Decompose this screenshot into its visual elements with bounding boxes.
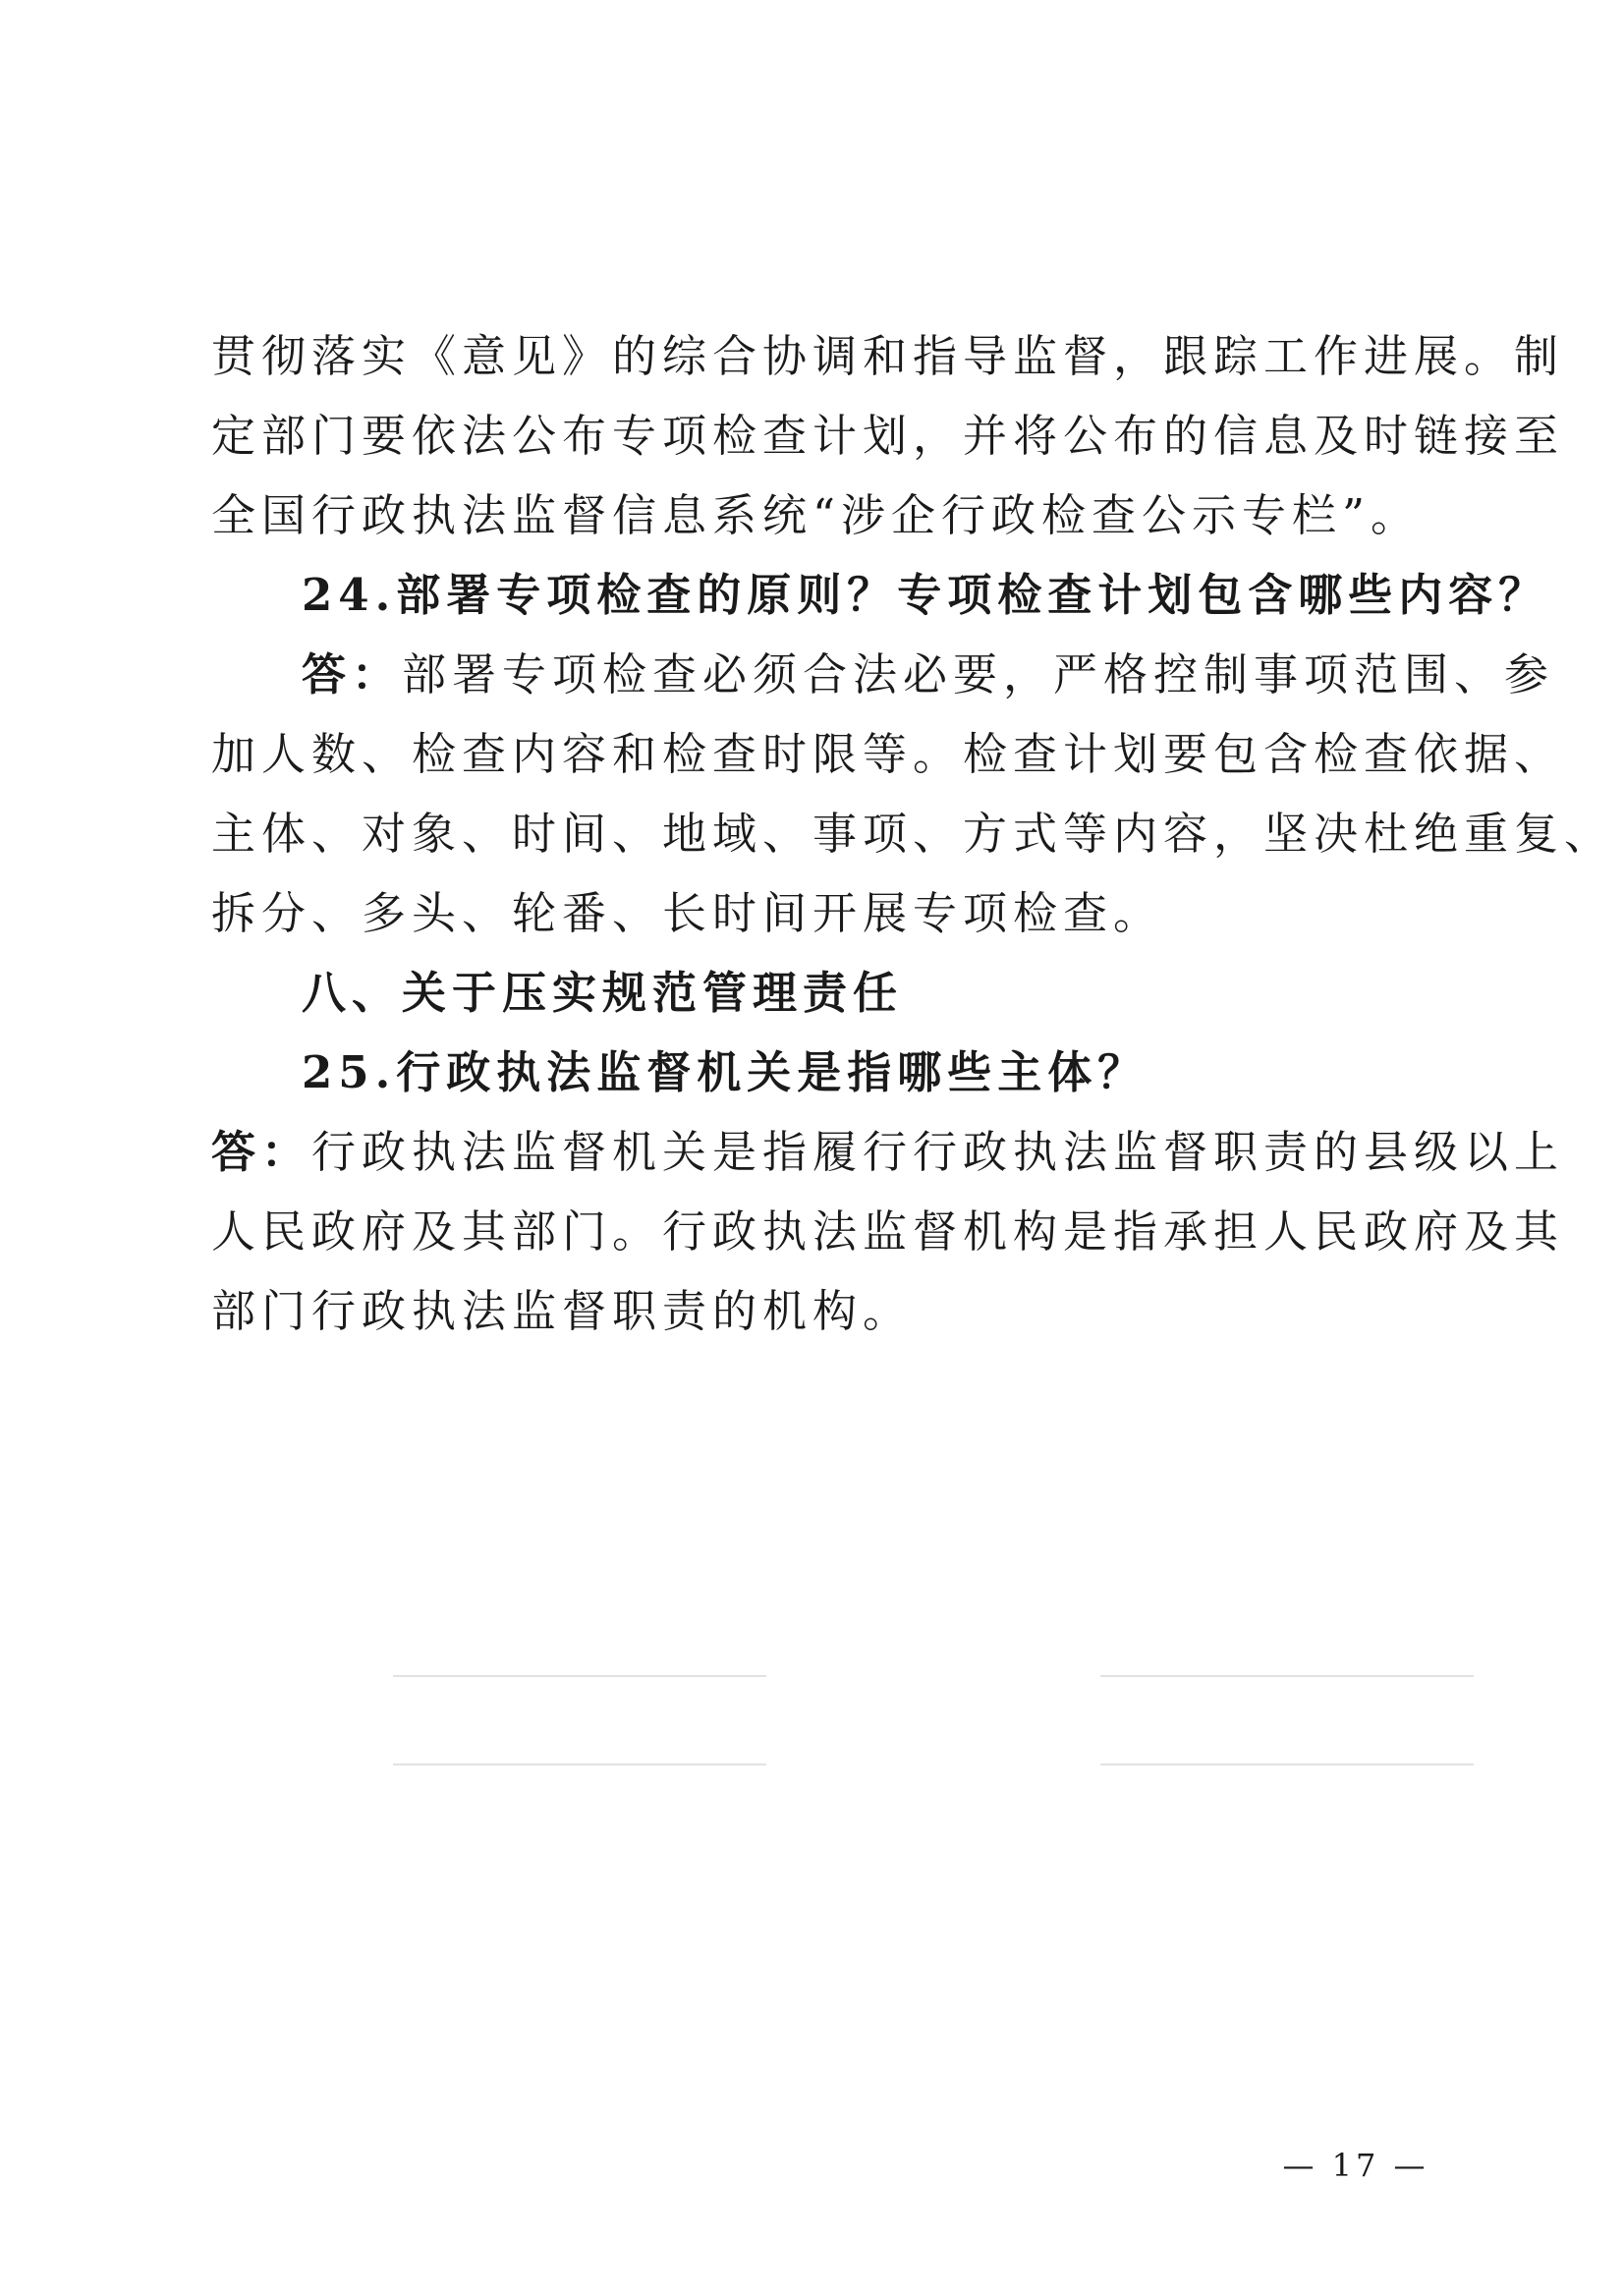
text-line: 主体、对象、时间、地域、事项、方式等内容，坚决杜绝重复、	[211, 808, 1615, 860]
text-line: 贯彻落实《意见》的综合协调和指导监督，跟踪工作进展。制	[211, 330, 1565, 382]
paragraph-continuation	[211, 316, 1565, 555]
text-line: 定部门要依法公布专项检查计划，并将公布的信息及时链接至	[211, 410, 1565, 462]
scan-artifact	[393, 1675, 766, 1677]
document-body	[211, 316, 1615, 1351]
text-line: 人民政府及其部门。行政执法监督机构是指承担人民政府及其	[211, 1205, 1565, 1258]
question-24-heading: 24.部署专项检查的原则？专项检查计划包含哪些内容？	[302, 569, 1549, 621]
answer-text: 部署专项检查必须合法必要，严格控制事项范围、参	[402, 648, 1555, 700]
text-line: 拆分、多头、轮番、长时间开展专项检查。	[211, 887, 1164, 939]
answer-24-first-line	[211, 635, 1555, 714]
scan-artifact	[393, 1763, 766, 1765]
answer-25-first-line	[211, 1112, 1565, 1192]
text-line: 加人数、检查内容和检查时限等。检查计划要包含检查依据、	[211, 728, 1565, 780]
question-25-heading: 25.行政执法监督机关是指哪些主体？	[302, 1046, 1148, 1098]
answer-label: 答：	[211, 1126, 312, 1178]
answer-24	[211, 635, 1615, 953]
scan-artifact	[1100, 1675, 1474, 1677]
answer-text: 行政执法监督机关是指履行行政执法监督职责的县级以上	[311, 1126, 1565, 1178]
section-8-heading: 八、关于压实规范管理责任	[302, 967, 904, 1019]
text-line: 全国行政执法监督信息系统“涉企行政检查公示专栏”。	[211, 489, 1422, 541]
text-line: 部门行政执法监督职责的机构。	[211, 1285, 914, 1337]
answer-label: 答：	[302, 648, 403, 700]
page-number: — 17 —	[1282, 2147, 1429, 2184]
answer-25	[211, 1112, 1565, 1351]
scan-artifact	[1100, 1763, 1474, 1765]
